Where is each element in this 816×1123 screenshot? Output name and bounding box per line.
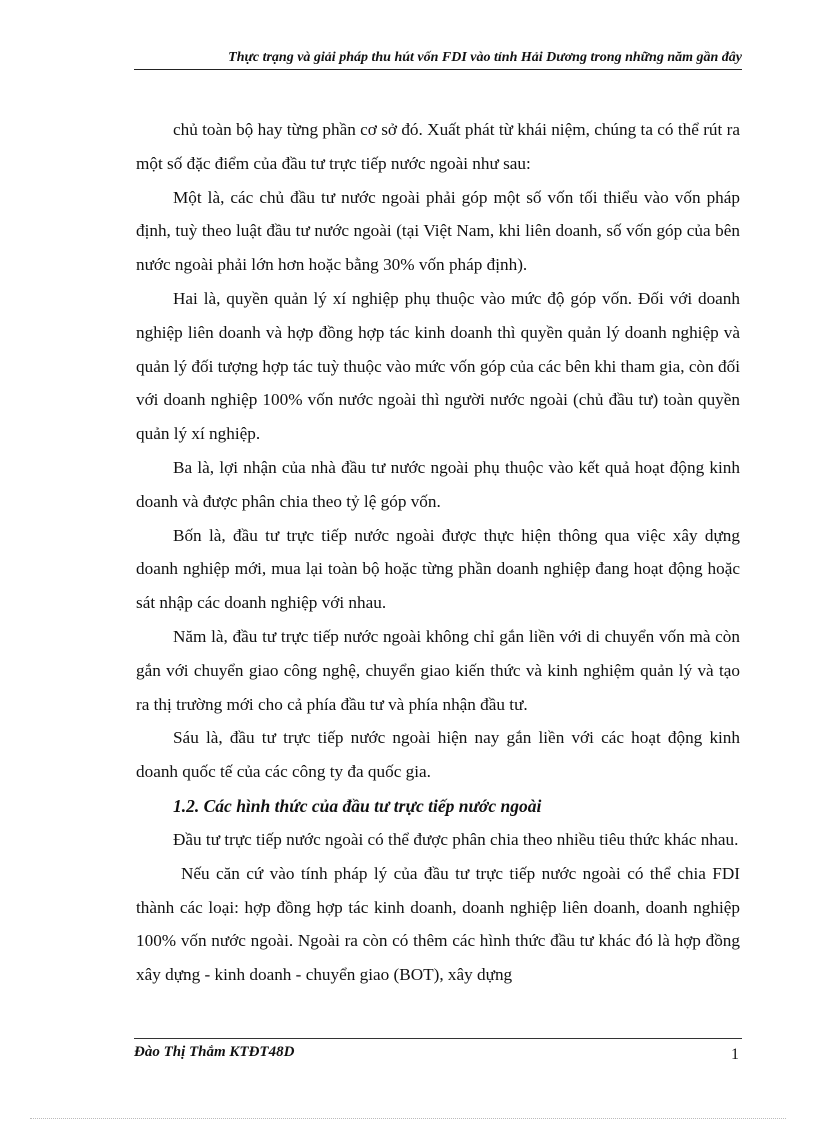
paragraph-feature-six: Sáu là, đầu tư trực tiếp nước ngoài hiện nay gắn liền với các hoạt động kinh doanh quốc tế của các công ty đa quốc gia. (136, 728, 740, 782)
footer-author: Đào Thị Thắm KTĐT48D (134, 1044, 295, 1060)
paragraph-feature-five: Năm là, đầu tư trực tiếp nước ngoài không chỉ gắn liền với di chuyển vốn mà còn gắn với chuyển giao công nghệ, chuyển giao kiến thức và kinh nghiệm quản lý và tạo ra thị trường mới cho cả phía đầu tư và phía nhận đầu tư. (136, 626, 740, 714)
paragraph-feature-two: Hai là, quyền quản lý xí nghiệp phụ thuộc vào mức độ góp vốn. Đối với doanh nghiệp liên doanh và hợp đồng hợp tác kinh doanh thì quyền quản lý doanh nghiệp và quản lý đối tượng hợp tác tuỳ thuộc vào mức vốn góp của các bên khi tham gia, còn đối với doanh nghiệp 100% vốn nước ngoài thì người nước ngoài (chủ đầu tư) toàn quyền quản lý xí nghiệp. (136, 288, 740, 444)
paragraph-feature-four: Bốn là, đầu tư trực tiếp nước ngoài được thực hiện thông qua việc xây dựng doanh nghiệp mới, mua lại toàn bộ hoặc từng phần doanh nghiệp đang hoạt động hoặc sát nhập các doanh nghiệp với nhau. (136, 525, 740, 613)
page-boundary-divider (30, 1118, 786, 1119)
footer-divider (134, 1038, 742, 1039)
page-number: 1 (731, 1046, 739, 1063)
paragraph-intro-continuation: chủ toàn bộ hay từng phần cơ sở đó. Xuất phát từ khái niệm, chúng ta có thể rút ra một số đặc điểm của đầu tư trực tiếp nước ngoài như sau: (136, 120, 740, 173)
running-header: Thực trạng và giải pháp thu hút vốn FDI vào tỉnh Hải Dương trong những năm gần đây (134, 50, 742, 70)
paragraph-feature-three: Ba là, lợi nhận của nhà đầu tư nước ngoài phụ thuộc vào kết quả hoạt động kinh doanh và được phân chia theo tỷ lệ góp vốn. (136, 457, 740, 511)
paragraph-classification: Đầu tư trực tiếp nước ngoài có thể được phân chia theo nhiều tiêu thức khác nhau. (173, 829, 739, 849)
paragraph-legal-forms: Nếu căn cứ vào tính pháp lý của đầu tư trực tiếp nước ngoài có thể chia FDI thành các loại: hợp đồng hợp tác kinh doanh, doanh nghiệp liên doanh, doanh nghiệp 100% vốn nước ngoài. Ngoài ra còn có thêm các hình thức đầu tư khác đó là hợp đồng xây dựng - kinh doanh - chuyển giao (BOT), xây dựng (136, 863, 740, 985)
section-heading: 1.2. Các hình thức của đầu tư trực tiếp nước ngoài (173, 795, 542, 816)
paragraph-feature-one: Một là, các chủ đầu tư nước ngoài phải góp một số vốn tối thiểu vào vốn pháp định, tuỳ theo luật đầu tư nước ngoài (tại Việt Nam, khi liên doanh, số vốn góp của bên nước ngoài phải lớn hơn hoặc bằng 30% vốn pháp định). (136, 187, 740, 275)
document-body (136, 113, 740, 992)
